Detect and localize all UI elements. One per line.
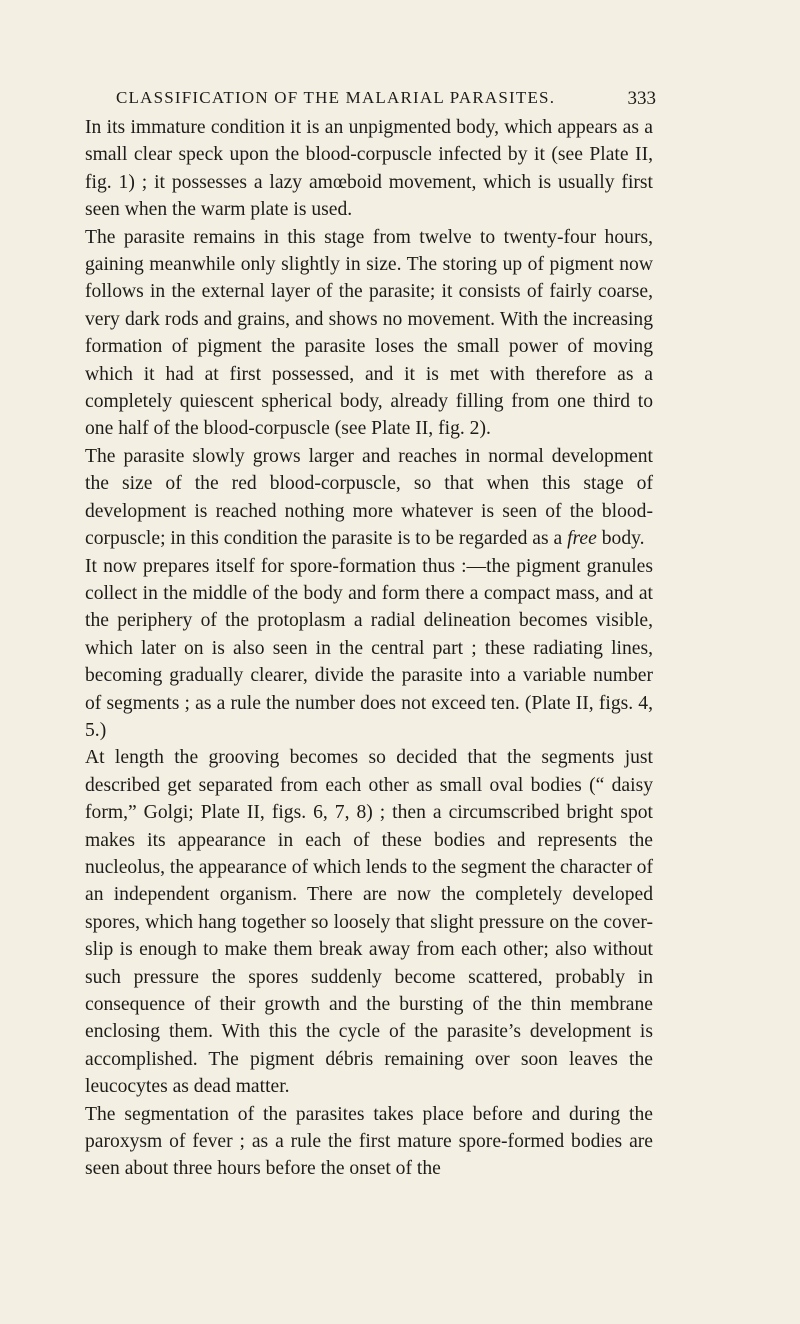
paragraph-6: The segmentation of the parasites takes place before and during the paroxysm of fever ; as a rule the first mature spore-formed bodies are seen about three hours before the onset of the — [85, 1103, 653, 1180]
body-text — [85, 114, 653, 1183]
paragraph-3 — [85, 443, 653, 553]
paragraph-1: In its immature condition it is an unpigmented body, which appears as a small clear speck upon the blood-corpuscle infected by it (see Plate II, fig. 1) ; it possesses a lazy amœboid movement, which is usually first seen when the warm plate is used. — [85, 117, 653, 221]
emphasis-free: free — [567, 528, 597, 550]
paragraph-4: It now prepares itself for spore-formation thus :—the pigment granules collect in the middle of the body and form there a compact mass, and at the periphery of the protoplasm a radial delineation becomes visible, which later on is also seen in the central part ; these radiating lines, becoming gradually clearer, divide the parasite into a variable number of segments ; as a rule the number does not exceed ten. (Plate II, figs. 4, 5.) — [85, 555, 653, 741]
paragraph-3-text-before: The parasite slowly grows larger and reaches in normal development the size of the red blood-corpuscle, so that when this stage of development is reached nothing more whatever is seen of the blood-corpuscle; in this condition the parasite is to be regarded as a — [85, 445, 653, 550]
paragraph-3-text-after: body. — [596, 528, 645, 550]
page-number: 333 — [627, 88, 656, 109]
running-title: CLASSIFICATION OF THE MALARIAL PARASITES. — [116, 88, 556, 107]
paragraph-2: The parasite remains in this stage from twelve to twenty-four hours, gaining meanwhile only slightly in size. The storing up of pigment now follows in the external layer of the parasite; it consists of fairly coarse, very dark rods and grains, and shows no movement. With the increasing formation of pigment the parasite loses the small power of moving which it had at first possessed, and it is met with therefore as a completely quiescent spherical body, already filling from one third to one half of the blood-corpuscle (see Plate II, fig. 2). — [85, 226, 653, 440]
paragraph-5: At length the grooving becomes so decided that the segments just described get separated from each other as small oval bodies (“ daisy form,” Golgi; Plate II, figs. 6, 7, 8) ; then a circumscribed bright spot makes its appearance in each of these bodies and represents the nucleolus, the appearance of which lends to the segment the character of an independent organism. There are now the completely developed spores, which hang together so loosely that slight pressure on the cover-slip is enough to make them break away from each other; also without such pressure the spores suddenly become scattered, probably in consequence of their growth and the bursting of the thin membrane enclosing them. With this the cycle of the parasite’s development is accomplished. The pigment débris remaining over soon leaves the leucocytes as dead matter. — [85, 747, 653, 1098]
